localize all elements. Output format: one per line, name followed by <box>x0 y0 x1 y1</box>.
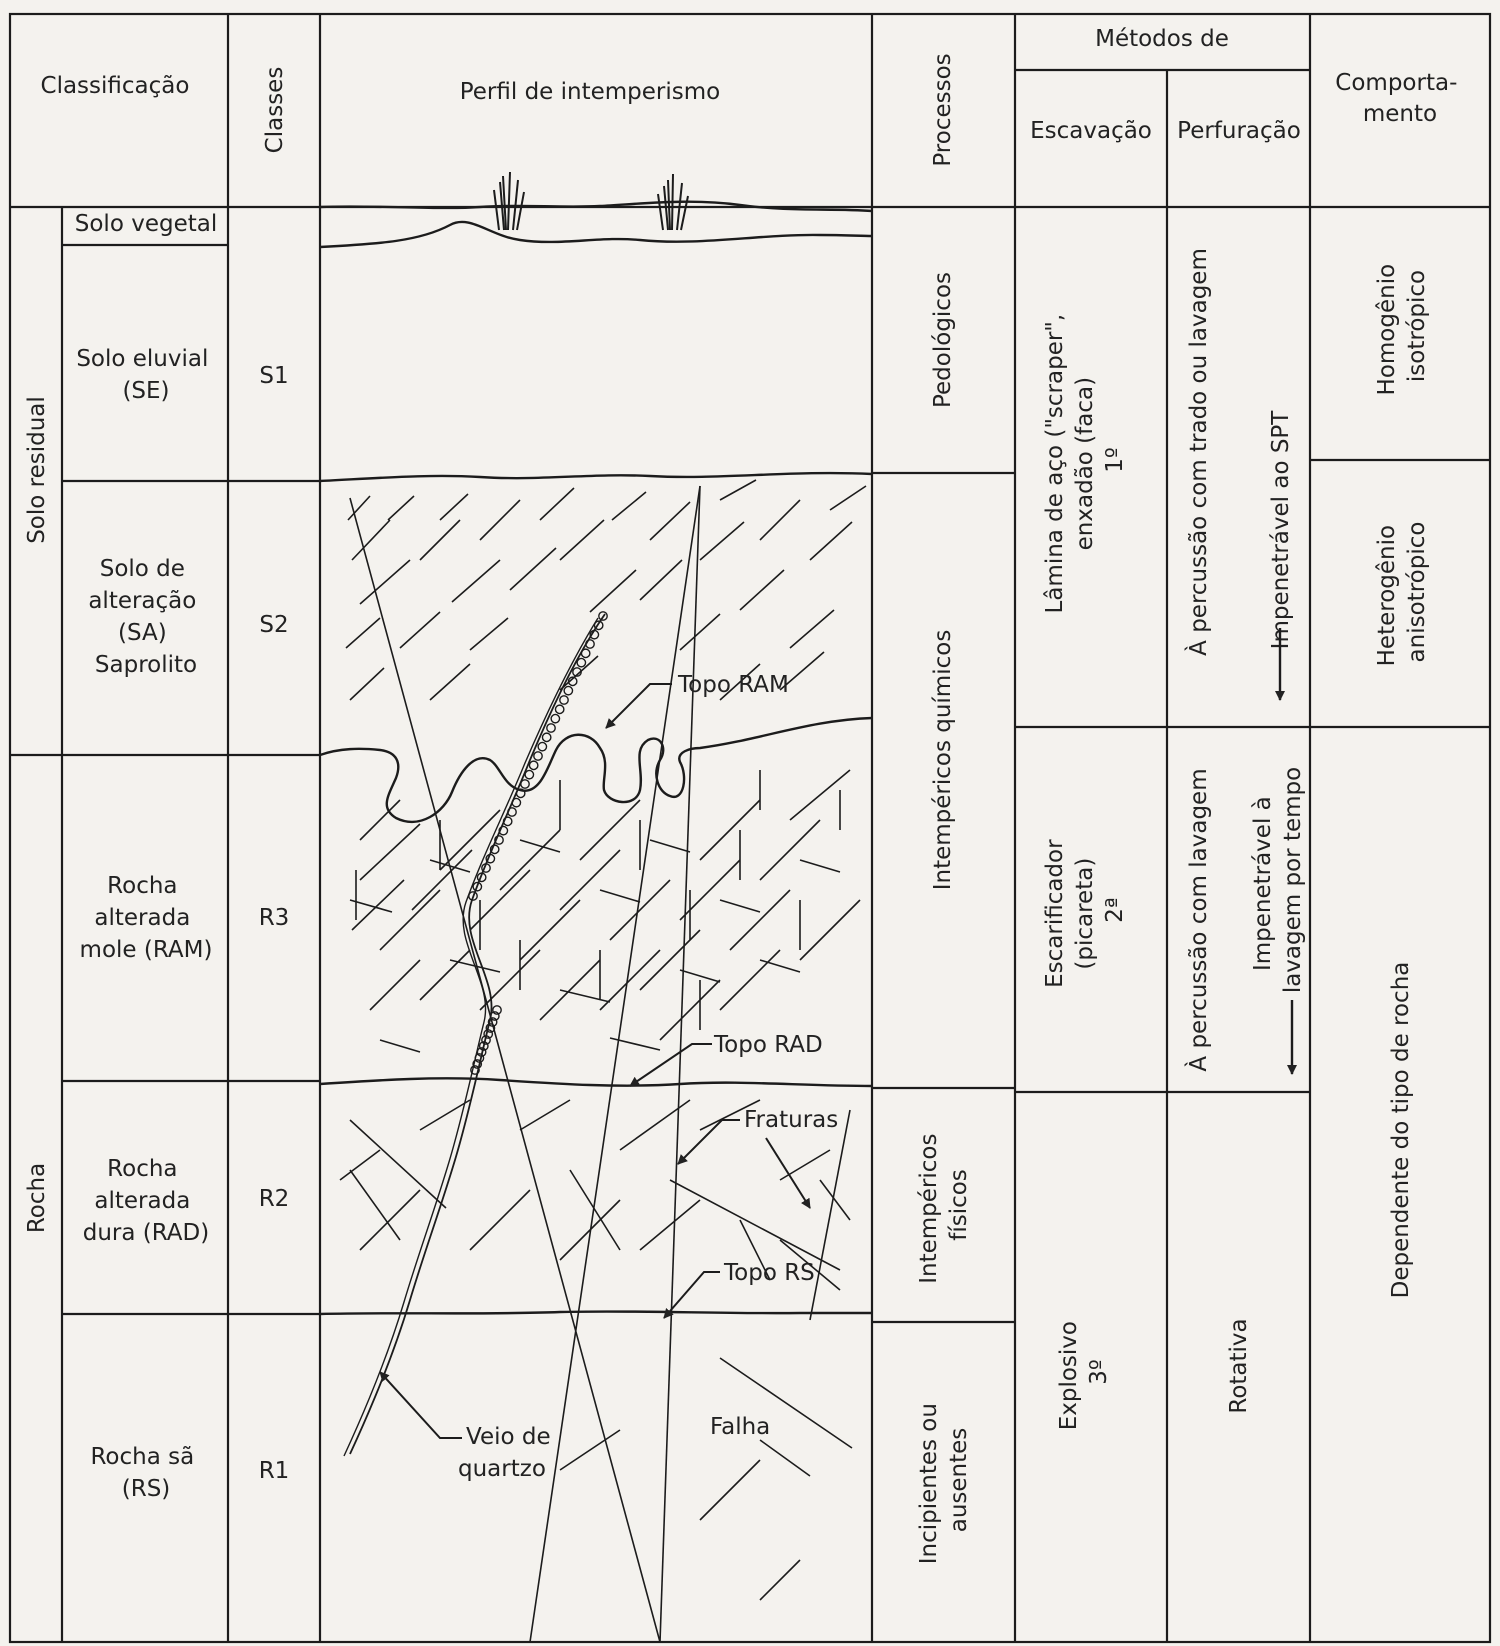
layer-name-rad-line-3: dura (RAD) <box>82 1220 210 1246</box>
layer-name-ram-line-1: Rocha <box>107 873 178 899</box>
layer-name-solo-vegetal-line-1: Solo vegetal <box>74 211 218 237</box>
topo-rad-arrow <box>630 1044 712 1086</box>
fraturas-arrow-1 <box>678 1120 740 1164</box>
quartz-bead <box>538 742 546 750</box>
behavior-homogeneo-line-2: isotrópico <box>1404 269 1430 383</box>
layer-name-rocha-alterada-dura <box>83 1156 209 1246</box>
label-veio-line-2: quartzo <box>458 1456 546 1482</box>
quartz-bead <box>577 658 585 666</box>
layer-name-solo-alteracao-line-1: Solo de <box>99 556 185 582</box>
quartz-bead <box>555 705 563 713</box>
label-fraturas: Fraturas <box>744 1107 839 1133</box>
rad-top-boundary <box>320 1078 872 1086</box>
quartz-bead <box>542 733 550 741</box>
header-comportamento <box>1335 70 1464 127</box>
header-processos: Processos <box>930 53 956 167</box>
excavation-first-line-1: Lâmina de aço ("scraper", <box>1042 313 1068 614</box>
quartz-bead <box>521 780 529 788</box>
grass-tuft-1-icon <box>494 172 524 230</box>
process-fisicos-line-1: Intempéricos <box>916 1133 942 1284</box>
rs-top-boundary <box>320 1311 872 1314</box>
header-perfuracao: Perfuração <box>1177 118 1301 144</box>
header-escavacao: Escavação <box>1030 118 1152 144</box>
label-falha: Falha <box>710 1414 771 1440</box>
layer-name-rs-line-1: Rocha sã <box>90 1444 195 1470</box>
header-classes: Classes <box>262 66 288 154</box>
layer-name-solo-eluvial <box>76 346 215 404</box>
class-r2: R2 <box>258 1186 290 1212</box>
quartz-vein <box>350 614 605 1454</box>
header-comportamento-line-2: mento <box>1362 101 1438 127</box>
excavation-third <box>1056 1314 1112 1431</box>
label-topo-rad: Topo RAD <box>714 1032 823 1058</box>
drilling-tempo-line-2: lavagem por tempo <box>1280 766 1306 994</box>
layer-name-rs-line-2: (RS) <box>121 1476 171 1502</box>
ram-top-boundary <box>320 718 872 822</box>
layer-name-ram-line-3: mole (RAM) <box>79 937 213 963</box>
excavation-second-line-1: Escarificador <box>1042 839 1068 988</box>
drilling-rotativa: Rotativa <box>1226 1318 1252 1414</box>
layer-name-solo-alteracao-line-4: Saprolito <box>94 652 198 678</box>
header-comportamento-line-1: Comporta- <box>1335 70 1458 96</box>
layer-name-solo-alteracao-line-3: (SA) <box>117 620 167 646</box>
fraturas-arrow-2 <box>766 1138 810 1208</box>
layer-name-solo-alteracao-line-2: alteração <box>88 588 197 614</box>
layer-name-solo-eluvial-line-2: (SE) <box>122 378 170 404</box>
process-fisicos <box>916 1126 972 1284</box>
behavior-heterogeneo-line-2: anisotrópico <box>1404 521 1430 663</box>
layer-name-ram-line-2: alterada <box>94 905 191 931</box>
eluvial-base <box>320 473 872 481</box>
quartz-bead <box>581 649 589 657</box>
label-veio-quartzo <box>458 1424 558 1482</box>
rs-fractures <box>560 1358 852 1600</box>
quartz-bead <box>560 696 568 704</box>
layer-name-solo-eluvial-line-1: Solo eluvial <box>76 346 209 372</box>
excavation-column <box>1042 306 1128 1430</box>
excavation-first-line-3: 1º <box>1102 447 1128 473</box>
excavation-third-line-1: Explosivo <box>1056 1321 1082 1431</box>
quartz-bead <box>512 798 520 806</box>
excavation-second <box>1042 832 1128 988</box>
process-pedologicos: Pedológicos <box>930 271 956 409</box>
class-r1: R1 <box>258 1458 290 1484</box>
process-incipientes-line-2: ausentes <box>946 1427 972 1533</box>
process-quimicos: Intempéricos químicos <box>930 629 956 891</box>
process-incipientes-line-1: Incipientes ou <box>916 1403 942 1565</box>
behavior-column <box>1374 257 1430 1299</box>
class-s2: S2 <box>259 612 289 638</box>
layer-name-rad-line-1: Rocha <box>107 1156 178 1182</box>
layer-name-rad-line-2: alterada <box>94 1188 191 1214</box>
header-classificacao: Classificação <box>40 73 190 99</box>
header-perfil: Perfil de intemperismo <box>459 79 721 105</box>
rad-fractures <box>340 1100 850 1320</box>
behavior-heterogeneo <box>1374 518 1430 667</box>
layer-name-solo-vegetal <box>75 211 217 237</box>
quartz-bead <box>564 686 572 694</box>
quartz-bead <box>508 808 516 816</box>
behavior-homogeneo <box>1374 257 1430 396</box>
ram-fractures <box>350 770 860 1052</box>
header-metodos: Métodos de <box>1095 26 1229 52</box>
label-topo-ram: Topo RAM <box>678 672 789 698</box>
saprolite-fractures <box>346 480 866 700</box>
behavior-homogeneo-line-1: Homogênio <box>1374 263 1400 396</box>
fault-line-2 <box>530 486 700 1642</box>
drilling-trado: À percussão com trado ou lavagem <box>1186 248 1212 656</box>
quartz-bead <box>586 640 594 648</box>
profile-annotations <box>380 672 838 1482</box>
topsoil-base <box>320 222 872 247</box>
quartz-bead <box>534 752 542 760</box>
behavior-heterogeneo-line-1: Heterogênio <box>1374 524 1400 667</box>
layer-name-rocha-sa <box>90 1444 201 1502</box>
class-r3: R3 <box>258 905 290 931</box>
processes-column <box>916 272 972 1564</box>
quartz-bead <box>551 714 559 722</box>
drilling-column <box>1184 248 1306 1413</box>
quartz-bead <box>529 761 537 769</box>
process-incipientes <box>916 1396 972 1565</box>
layer-names <box>75 211 217 1502</box>
drilling-spt: Impenetrável ao SPT <box>1268 410 1294 650</box>
process-fisicos-line-2: físicos <box>946 1169 972 1241</box>
behavior-dependente: Dependente do tipo de rocha <box>1388 961 1414 1299</box>
quartz-bead <box>525 770 533 778</box>
veio-arrow <box>380 1372 462 1438</box>
group-solo-residual: Solo residual <box>24 396 50 544</box>
excavation-second-line-3: 2ª <box>1102 897 1128 923</box>
layer-name-rocha-alterada-mole <box>80 873 213 963</box>
group-rocha: Rocha <box>24 1162 50 1234</box>
drilling-tempo-line-1: Impenetrável à <box>1250 796 1276 972</box>
excavation-first-line-2: enxadão (faca) <box>1072 376 1098 551</box>
class-s1: S1 <box>259 363 289 389</box>
drilling-tempo <box>1250 767 1306 993</box>
excavation-second-line-2: (picareta) <box>1072 857 1098 970</box>
label-veio-line-1: Veio de <box>466 1424 551 1450</box>
label-topo-rs: Topo RS <box>724 1260 815 1286</box>
fault-line-3 <box>660 486 700 1642</box>
excavation-first <box>1042 306 1128 613</box>
table-header <box>41 26 1465 167</box>
drilling-lavagem: À percussão com lavagem <box>1186 768 1212 1072</box>
layer-classes <box>259 363 290 1484</box>
topo-ram-arrow <box>606 684 672 728</box>
excavation-third-line-2: 3º <box>1086 1359 1112 1385</box>
weathering-profile <box>320 172 872 1642</box>
quartz-bead <box>547 724 555 732</box>
layer-name-solo-alteracao <box>88 556 203 678</box>
